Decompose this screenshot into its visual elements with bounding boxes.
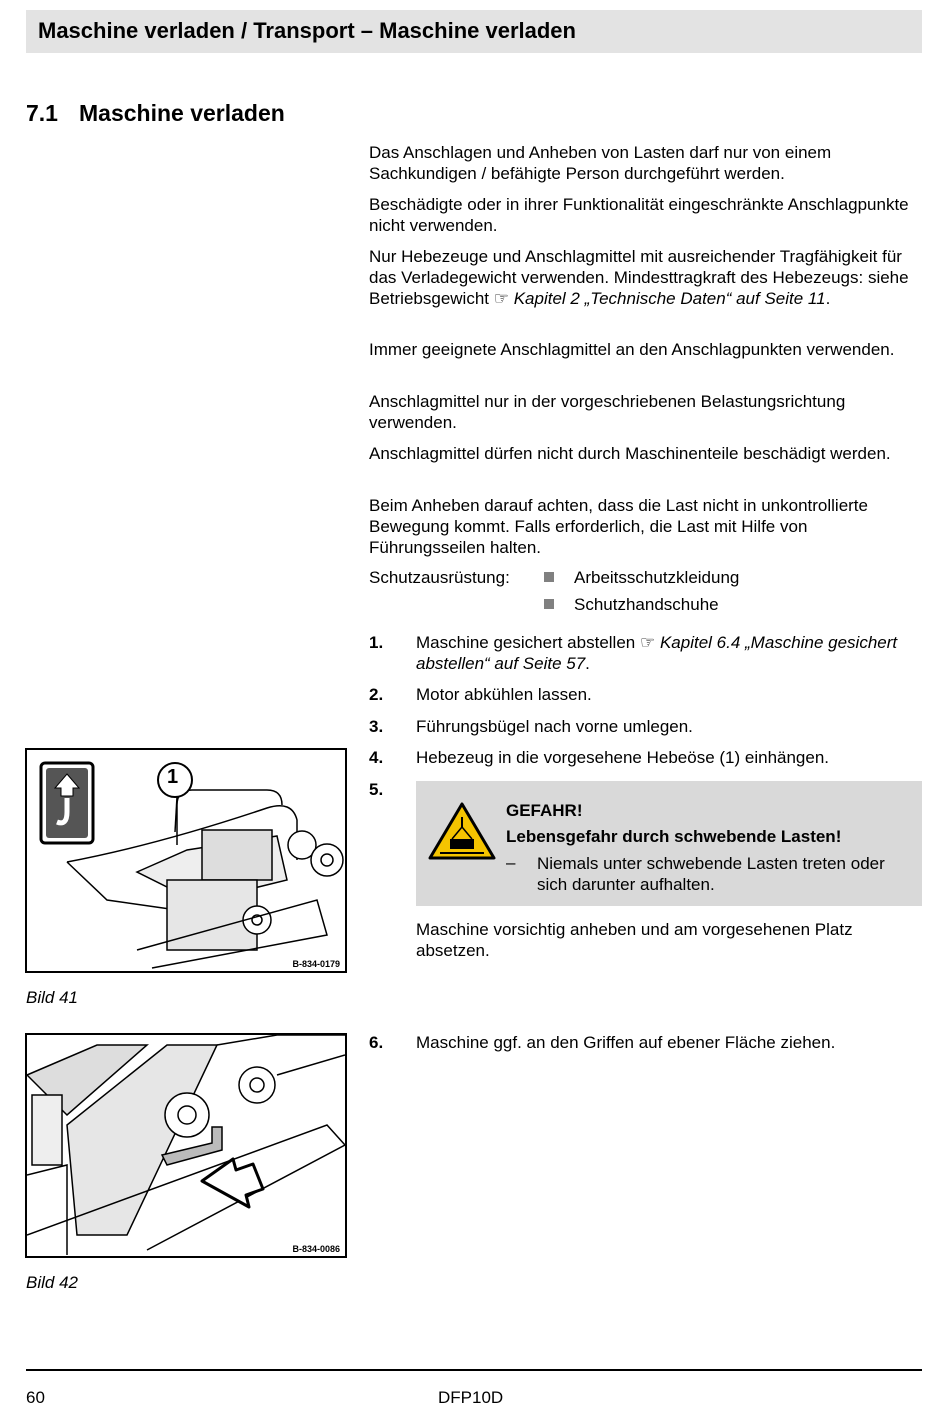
paragraph-2: Beschädigte oder in ihrer Funktionalität eingeschränkte Anschlagpunkte nicht verwenden. bbox=[369, 195, 909, 235]
step-text: Maschine ggf. an den Griffen auf ebener Fläche ziehen. bbox=[416, 1033, 836, 1052]
danger-title: Lebensgefahr durch schwebende Lasten! bbox=[506, 827, 842, 846]
cross-reference-link[interactable]: Kapitel 2 „Technische Daten“ auf Seite 11 bbox=[513, 289, 826, 308]
paragraph-7: Beim Anheben darauf achten, dass die Last nicht in unkontrollierte Bewegung kommt. Falls erforderlich, die Last mit Hilfe von Führungsseilen halten. bbox=[369, 496, 868, 557]
step-number: 6. bbox=[369, 1033, 384, 1052]
step-number: 1. bbox=[369, 633, 384, 652]
danger-notice bbox=[416, 781, 922, 906]
step-text: Hebezeug in die vorgesehene Hebeöse (1) einhängen. bbox=[416, 748, 830, 767]
step-number: 3. bbox=[369, 717, 384, 736]
figure-code: B-834-0086 bbox=[292, 1244, 340, 1254]
ppe-item: Schutzhandschuhe bbox=[544, 594, 719, 615]
suspended-load-warning-icon bbox=[428, 801, 496, 861]
figure-code: B-834-0179 bbox=[292, 959, 340, 969]
square-bullet-icon bbox=[544, 599, 554, 609]
step-text: Motor abkühlen lassen. bbox=[416, 685, 592, 704]
header-title: Maschine verladen / Transport – Maschine verladen bbox=[38, 18, 576, 43]
paragraph-6: Anschlagmittel dürfen nicht durch Maschinenteile beschädigt werden. bbox=[369, 444, 891, 463]
section-heading bbox=[26, 100, 285, 127]
ppe-item: Arbeitsschutzkleidung bbox=[544, 567, 739, 588]
figure-caption: Bild 42 bbox=[26, 1273, 78, 1292]
step-number: 2. bbox=[369, 685, 384, 704]
section-number: 7.1 bbox=[26, 100, 58, 126]
figure-42 bbox=[25, 1033, 347, 1258]
danger-item: Niemals unter schwebende Lasten treten oder sich darunter aufhalten. bbox=[537, 854, 885, 894]
square-bullet-icon bbox=[544, 572, 554, 582]
page-number: 60 bbox=[26, 1388, 45, 1407]
step-number: 5. bbox=[369, 780, 384, 799]
figure-41 bbox=[25, 748, 347, 973]
callout-number: 1 bbox=[167, 766, 179, 788]
footer-divider bbox=[26, 1369, 922, 1371]
cross-reference-icon: ☞ bbox=[493, 289, 509, 308]
arrow-icon bbox=[202, 1159, 263, 1207]
paragraph-3-text: Nur Hebezeuge und Anschlagmittel mit ausreichender Tragfähigkeit für das Verladegewicht verwenden. Mindesttragkraft des Hebezeugs: siehe Betriebsgewicht bbox=[369, 247, 909, 308]
cross-reference-icon: ☞ bbox=[639, 633, 656, 652]
step-text: Maschine gesichert abstellen ☞ Kapitel 6.4 „Maschine gesichert abstellen“ auf Seite 57. bbox=[416, 633, 898, 673]
machine-lifting-illustration bbox=[27, 750, 345, 971]
paragraph-4: Immer geeignete Anschlagmittel an den Anschlagpunkten verwenden. bbox=[369, 340, 895, 359]
step-number: 4. bbox=[369, 748, 384, 767]
page-header bbox=[26, 10, 922, 53]
figure-caption: Bild 41 bbox=[26, 988, 78, 1007]
paragraph-3: Nur Hebezeuge und Anschlagmittel mit ausreichender Tragfähigkeit für das Verladegewicht verwenden. Mindesttragkraft des Hebezeugs: siehe Betriebsgewicht ☞ Kapitel 2 „Technische Daten“ auf Seite 11. bbox=[369, 247, 909, 308]
cross-reference-link[interactable]: Kapitel 6.4 „Maschine gesichert abstellen“ auf Seite 57 bbox=[416, 633, 898, 673]
machine-handle-illustration bbox=[27, 1035, 345, 1256]
step-text: Führungsbügel nach vorne umlegen. bbox=[416, 717, 693, 736]
model-name: DFP10D bbox=[438, 1388, 504, 1407]
paragraph-5: Anschlagmittel nur in der vorgeschriebenen Belastungsrichtung verwenden. bbox=[369, 392, 846, 432]
paragraph-1: Das Anschlagen und Anheben von Lasten darf nur von einem Sachkundigen / befähigte Person durchgeführt werden. bbox=[369, 143, 832, 183]
danger-dash: – bbox=[506, 853, 516, 872]
ppe-label: Schutzausrüstung: bbox=[369, 568, 510, 587]
section-title: Maschine verladen bbox=[79, 100, 285, 126]
danger-signal-word: GEFAHR! bbox=[506, 801, 583, 820]
step-text: Maschine vorsichtig anheben und am vorgesehenen Platz absetzen. bbox=[416, 920, 853, 960]
